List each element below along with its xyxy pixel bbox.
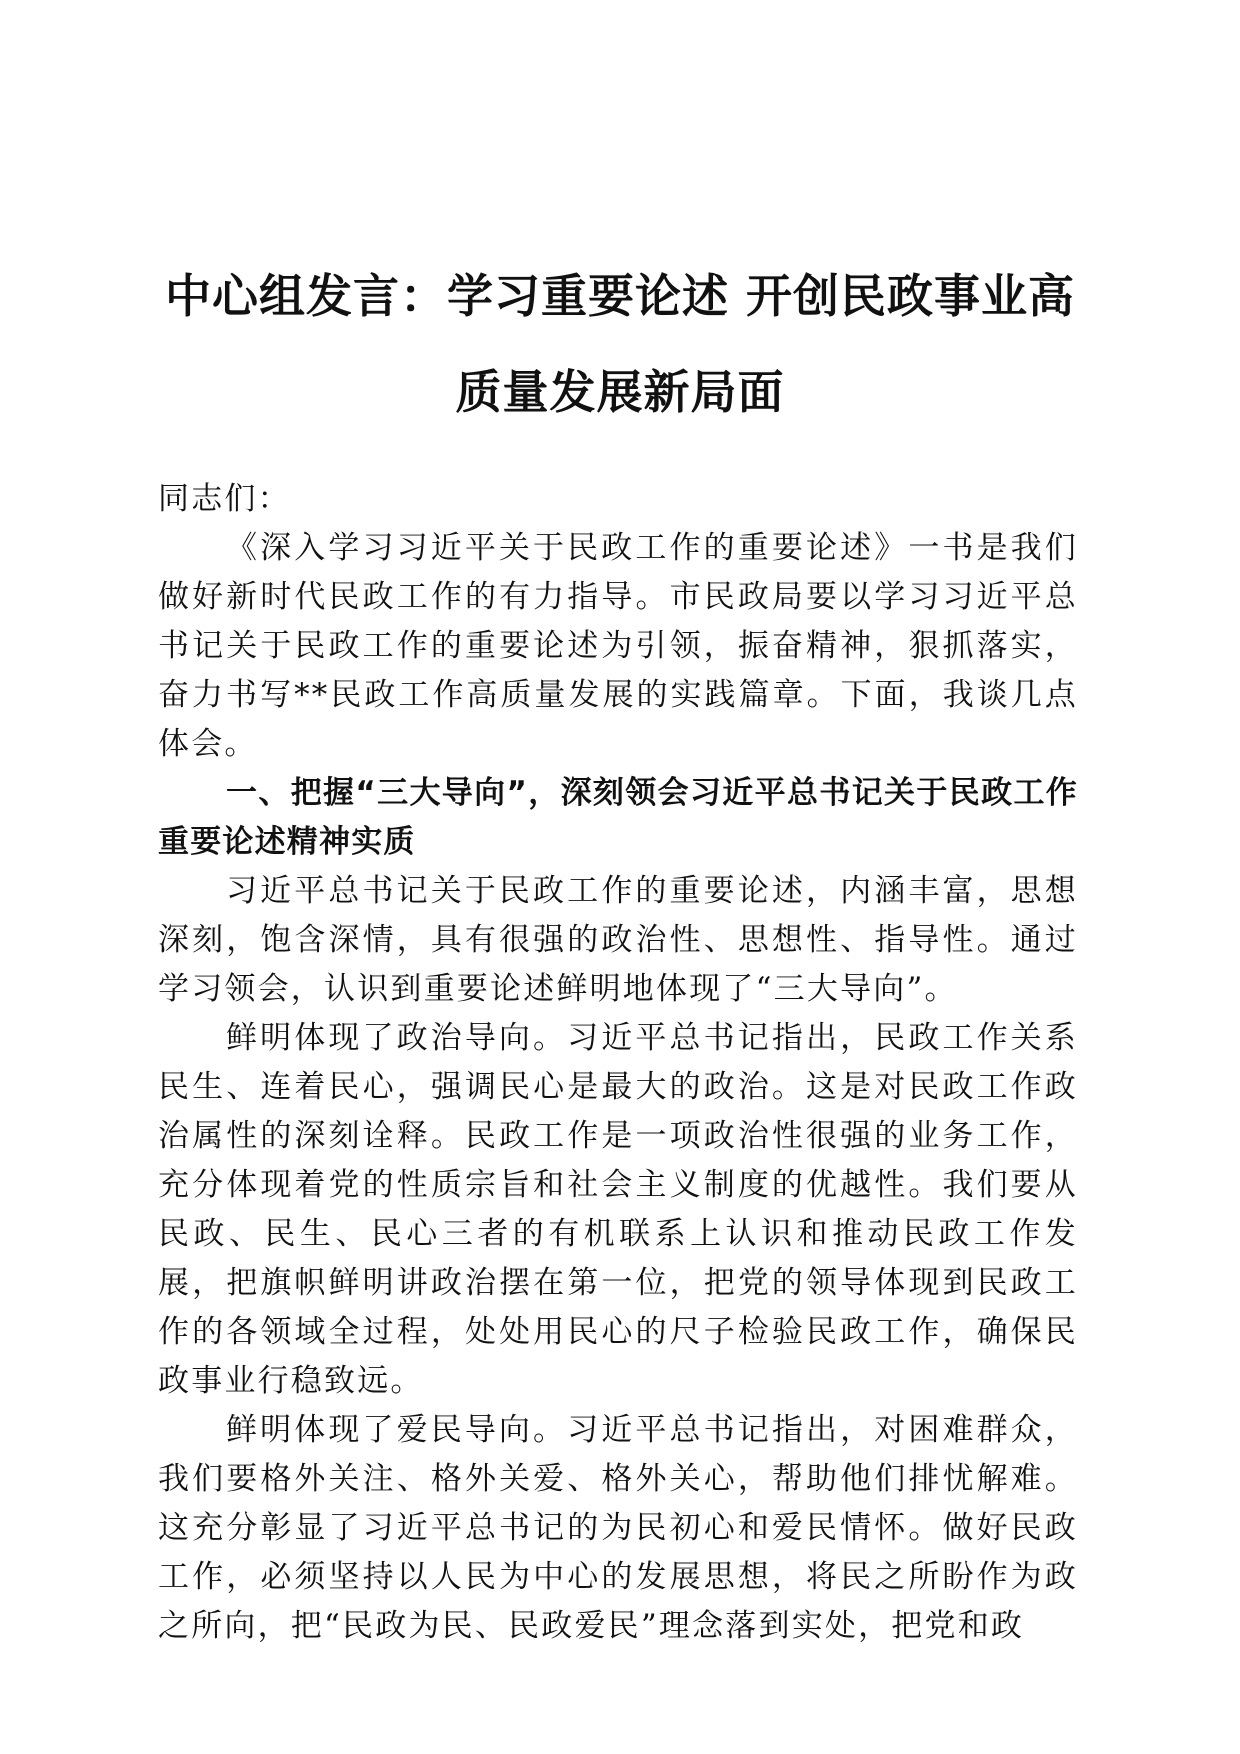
paragraph-people-orientation: 鲜明体现了爱民导向。习近平总书记指出，对困难群众，我们要格外关注、格外关爱、格外关心，帮助他们排忧解难。这充分彰显了习近平总书记的为民初心和爱民情怀。做好民政工作，必须坚持以人民为中心的发展思想，将民之所盼作为政之所向，把“民政为民、民政爱民”理念落到实处，把党和政 [158, 1412, 1078, 1644]
title-line-2: 质量发展新局面 [455, 365, 785, 419]
title-line-1: 中心组发言：学习重要论述 开创民政事业高 [164, 269, 1075, 323]
document-body [158, 475, 1078, 1651]
salutation: 同志们： [158, 481, 291, 517]
paragraph-1: 习近平总书记关于民政工作的重要论述，内涵丰富，思想深刻，饱含深情，具有很强的政治性、思想性、指导性。通过学习领会，认识到重要论述鲜明地体现了“三大导向”。 [158, 873, 1078, 1007]
section-heading-1: 一、把握“三大导向”，深刻领会习近平总书记关于民政工作重要论述精神实质 [158, 775, 1078, 860]
paragraph-intro: 《深入学习习近平关于民政工作的重要论述》一书是我们做好新时代民政工作的有力指导。市民政局要以学习习近平总书记关于民政工作的重要论述为引领，振奋精神，狠抓落实，奋力书写**民政工作高质量发展的实践篇章。下面，我谈几点体会。 [158, 530, 1078, 762]
document-title [150, 248, 1090, 440]
paragraph-political-orientation: 鲜明体现了政治导向。习近平总书记指出，民政工作关系民生、连着民心，强调民心是最大的政治。这是对民政工作政治属性的深刻诠释。民政工作是一项政治性很强的业务工作，充分体现着党的性质宗旨和社会主义制度的优越性。我们要从民政、民生、民心三者的有机联系上认识和推动民政工作发展，把旗帜鲜明讲政治摆在第一位，把党的领导体现到民政工作的各领域全过程，处处用民心的尺子检验民政工作，确保民政事业行稳致远。 [158, 1020, 1078, 1399]
